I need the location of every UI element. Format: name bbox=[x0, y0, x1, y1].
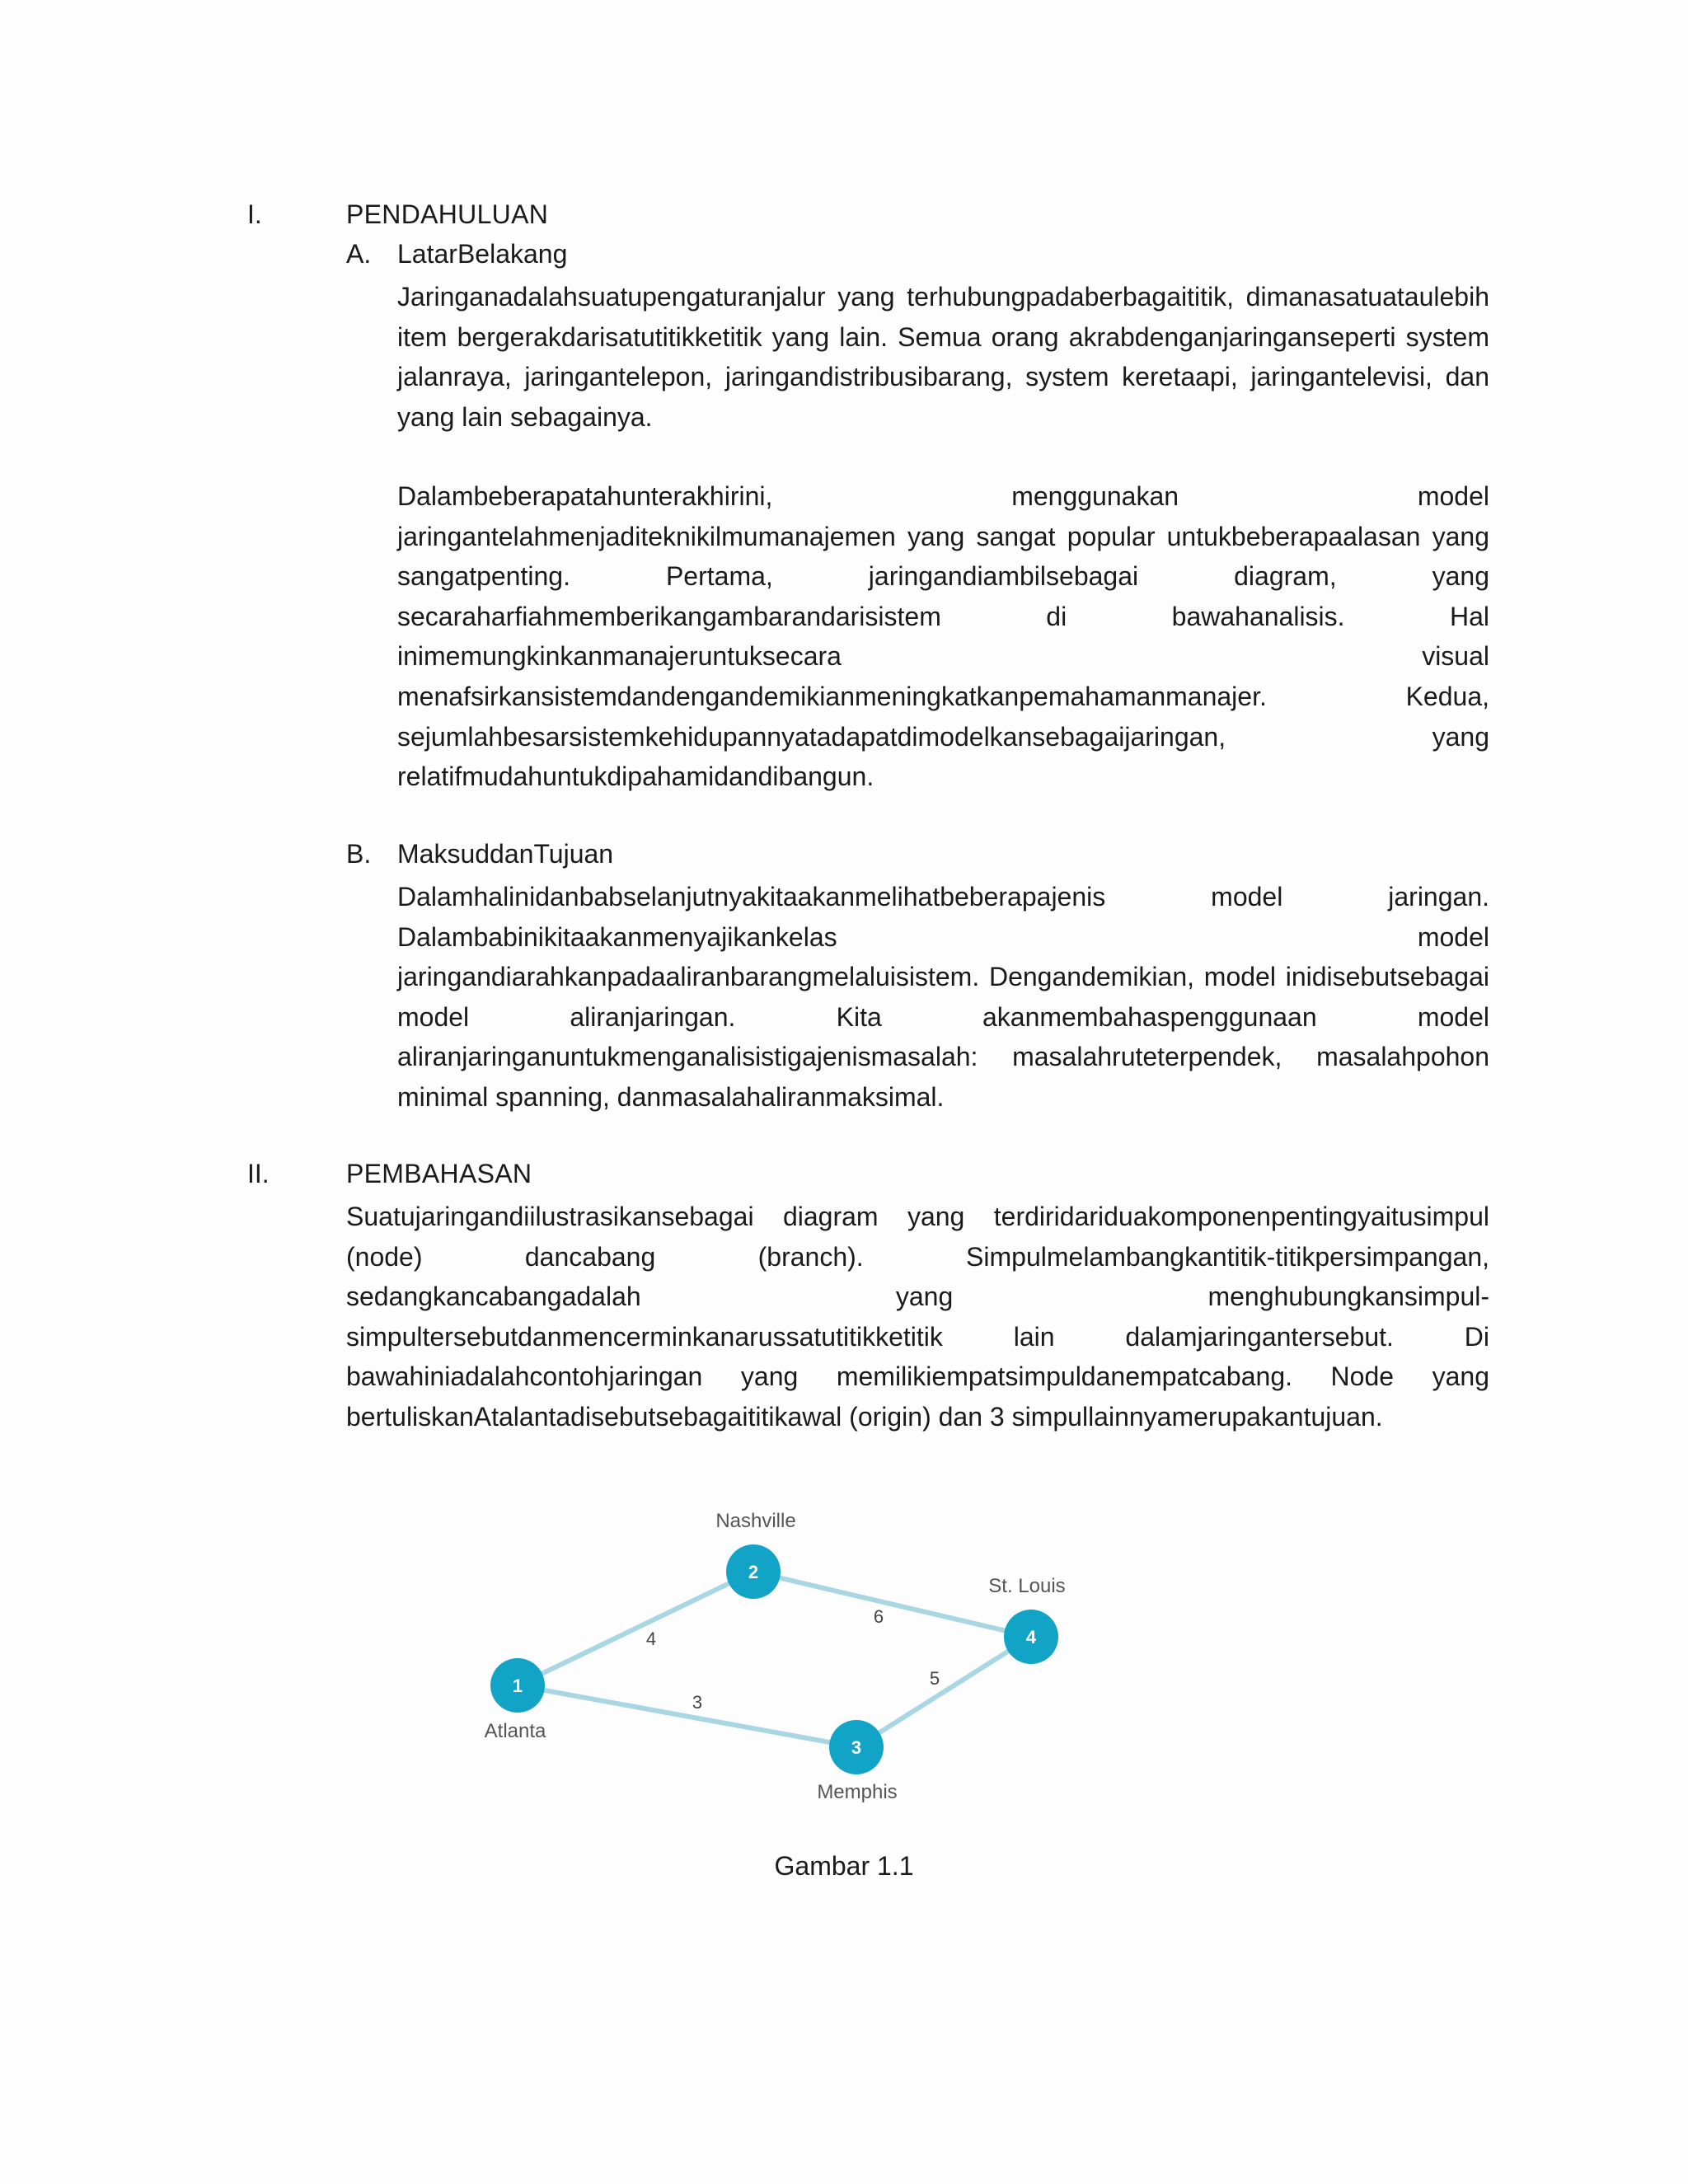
edge-weight-label: 4 bbox=[645, 1629, 657, 1649]
edge-weight-label: 5 bbox=[929, 1668, 940, 1689]
subsection-title: MaksuddanTujuan bbox=[397, 839, 614, 869]
subsection-title: LatarBelakang bbox=[397, 239, 568, 269]
node-label: St. Louis bbox=[988, 1575, 1066, 1597]
edge-weight-label: 6 bbox=[873, 1606, 884, 1627]
node-number: 1 bbox=[512, 1675, 523, 1696]
figure-caption: Gambar 1.1 bbox=[774, 1851, 914, 1881]
node-number: 4 bbox=[1025, 1627, 1037, 1647]
subsection-letter: B. bbox=[346, 839, 372, 869]
section-title: PENDAHULUAN bbox=[346, 199, 549, 229]
edge-1-3 bbox=[518, 1685, 856, 1747]
paragraph-background-1: Jaringanadalahsuatupengaturanjalur yang terhubungpadaberbagaititik, dimanasatuataulebih item bergerakdarisatutitikketitik yang lain. Semua orang akrabdenganjaringanseperti system jalanraya, jaringantelepon, jaringandistribusibarang, system keretaapi, jaringantelevisi, dan yang lain sebagainya. bbox=[397, 282, 1489, 432]
section-number: II. bbox=[247, 1159, 270, 1188]
network-diagram bbox=[462, 1500, 1104, 1813]
node-label: Nashville bbox=[715, 1510, 796, 1532]
edge-weight-label: 3 bbox=[692, 1692, 703, 1713]
node-label: Atlanta bbox=[484, 1720, 546, 1742]
section-number: I. bbox=[247, 199, 262, 229]
section-title: PEMBAHASAN bbox=[346, 1159, 532, 1188]
paragraph-purpose: Dalamhalinidanbabselanjutnyakitaakanmelihatbeberapajenis model jaringan. Dalambabinikitaakanmenyajikankelas model jaringandiarahkanpadaaliranbarangmelaluisistem. Dengandemikian, model inidisebutsebagai model aliranjaringan. Kita akanmembahaspenggunaan model aliranjaringanuntukmenganalisistigajenismasalah: masalahruteterpendek, masalahpohon minimal spanning, danmasalahaliranmaksimal. bbox=[397, 882, 1489, 1112]
subsection-letter: A. bbox=[346, 239, 372, 269]
node-number: 3 bbox=[851, 1737, 862, 1758]
edge-1-2 bbox=[518, 1572, 753, 1685]
node-number: 2 bbox=[748, 1562, 759, 1582]
node-label: Memphis bbox=[817, 1781, 898, 1803]
edge-3-4 bbox=[856, 1637, 1031, 1747]
paragraph-background-2: Dalambeberapatahunterakhirini, menggunakan model jaringantelahmenjaditeknikilmumanajemen yang sangat popular untukbeberapaalasan yang sangatpenting. Pertama, jaringandiambilsebagai diagram, yang secaraharfiahmemberikangambarandarisistem di bawahanalisis. Hal inimemungkinkanmanajeruntuksecara visual menafsirkansistemdandengandemikianmeningkatkanpemahamanmanajer. Kedua, sejumlahbesarsistemkehidupannyatadapatdimodelkansebagaijaringan, yang relatifmudahuntukdipahamidandibangun. bbox=[397, 481, 1489, 792]
paragraph-discussion: Suatujaringandiilustrasikansebagai diagram yang terdiridariduakomponenpentingyaitusimpul (node) dancabang (branch). Simpulmelambangkantitik-titikpersimpangan, sedangkancabangadalah yang menghubungkansimpul-simpultersebutdanmencerminkanarussatutitikketitik lain dalamjaringantersebut. Di bawahiniadalahcontohjaringan yang memilikiempatsimpuldanempatcabang. Node yang bertuliskanAtalantadisebutsebagaititikawal (origin) dan 3 simpullainnyamerupakantujuan. bbox=[346, 1202, 1489, 1432]
